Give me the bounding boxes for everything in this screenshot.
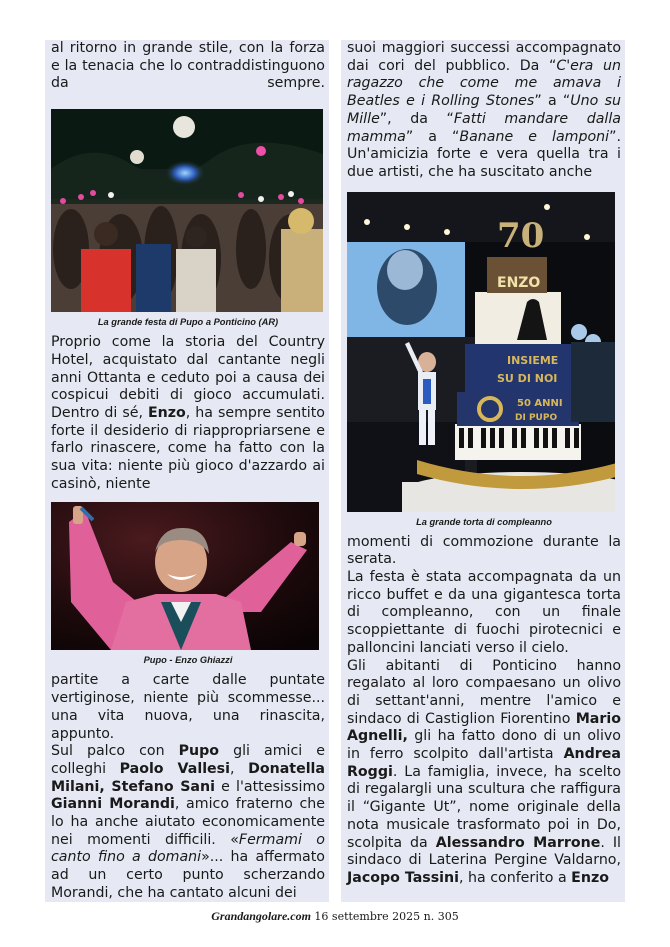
cake-photo-image — [347, 192, 615, 512]
photo-caption: La grande festa di Pupo a Ponticino (AR) — [97, 317, 279, 328]
svg-text:70: 70 — [497, 215, 545, 256]
footer-issue: 16 settembre 2025 n. 305 — [310, 910, 459, 923]
paragraph: Proprio come la storia del Country Hotel, acquistato dal cantante negli anni Ottanta e ceduto poi a causa dei cospicui debiti di gioco accumulati. Dentro di sé, Enzo, ha sempre sentito forte il desiderio di riappropriarsene e farlo rinascere, come ha fatto con la sua vita: niente più gioco d'azzardo ai casinò, niente — [51, 334, 325, 492]
paragraph: La festa è stata accompagnata da un ricco buffet e da una gigantesca torta di compleanno, con un finale scoppiettante di fuochi pirotecnici e palloncini lanciati verso il cielo. — [347, 569, 621, 656]
cake-photo — [347, 192, 615, 512]
paragraph: suoi maggiori successi accompagnato dai cori del pubblico. Da “C'era un ragazzo che come me amava i Beatles e i Rolling Stones” a “Uno su Mille”, da “Fatti mandare dalla mamma” a “Banane e lamponi”. Un'amicizia forte e vera quella tra i due artisti, che ha suscitato anche — [347, 40, 622, 180]
svg-text:DI PUPO: DI PUPO — [515, 412, 558, 423]
pupo-photo-image — [51, 502, 319, 650]
page-footer — [0, 909, 670, 924]
svg-text:50 ANNI: 50 ANNI — [517, 397, 563, 409]
paragraph: al ritorno in grande stile, con la forza e la tenacia che lo contraddistinguono da sempre. — [51, 40, 325, 92]
svg-text:ENZO: ENZO — [497, 274, 541, 291]
paragraph: partite a carte dalle puntate vertiginose, niente più scommesse... una vita nuova, una rinascita, appunto. — [51, 672, 325, 742]
svg-text:INSIEME: INSIEME — [507, 353, 559, 367]
photo-caption: La grande torta di compleanno — [416, 516, 552, 527]
photo-caption: Pupo - Enzo Ghiazzi — [143, 655, 233, 666]
right-column — [347, 40, 621, 888]
footer-brand: Grandangolare.com — [211, 909, 311, 923]
party-photo-image — [51, 109, 323, 312]
svg-text:SU DI NOI: SU DI NOI — [497, 371, 558, 385]
paragraph: momenti di commozione durante la serata. — [347, 533, 621, 568]
paragraph: Sul palco con Pupo gli amici e colleghi Paolo Vallesi, Donatella Milani, Stefano Sani e l'attesissimo Gianni Morandi, amico fraterno che lo ha anche aiutato economicamente nei momenti difficili. «Fermami o canto fino a domani»... ha affermato ad un certo punto scherzando Morandi, che ha cantato alcuni dei — [51, 743, 326, 901]
left-column — [51, 40, 325, 903]
party-photo — [51, 109, 323, 312]
paragraph: Gli abitanti di Ponticino hanno regalato al loro compaesano un olivo di settant'anni, mentre l'amico e sindaco di Castiglion Fiorentino Mario Agnelli, gli ha fatto dono di un olivo in ferro scolpito dall'artista Andrea Roggi. La famiglia, invece, ha scelto di regalargli una scultura che raffigura il “Gigante Ut”, nome originale della nota musicale trasformato poi in Do, scolpita da Alessandro Marrone. Il sindaco di Laterina Pergine Valdarno, Jacopo Tassini, ha conferito a Enzo — [347, 657, 621, 886]
pupo-photo — [51, 502, 319, 650]
